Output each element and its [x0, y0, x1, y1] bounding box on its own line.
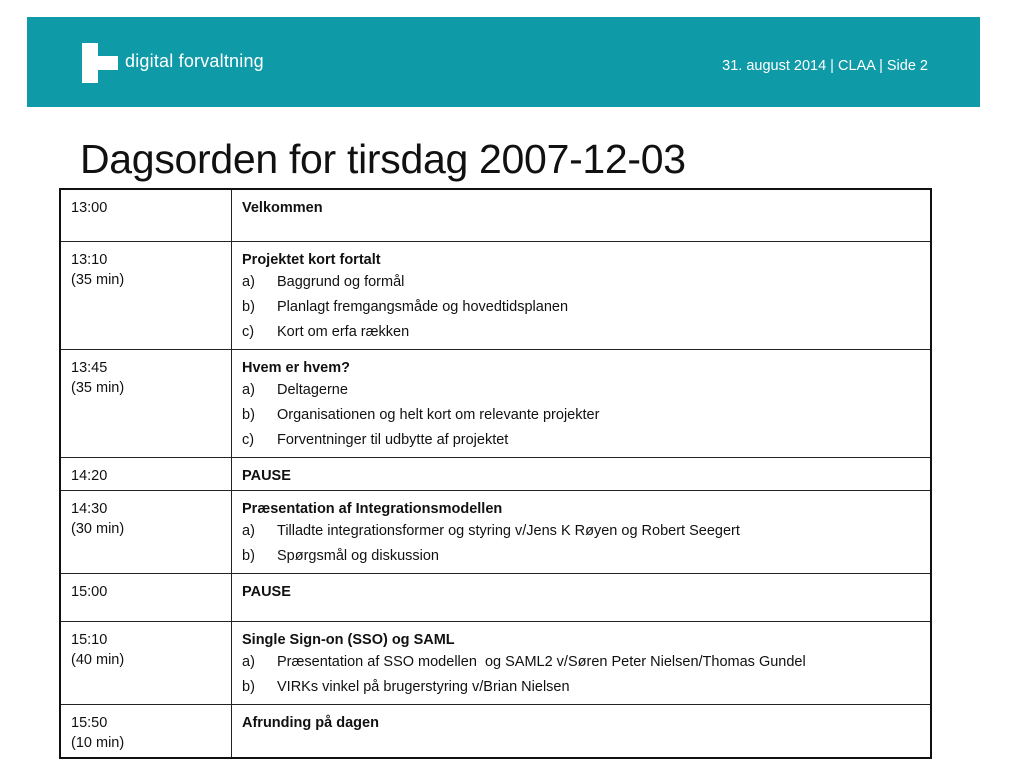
- agenda-subitem-text: VIRKs vinkel på brugerstyring v/Brian Nielsen: [277, 678, 570, 695]
- agenda-heading: PAUSE: [242, 467, 291, 484]
- agenda-heading: Afrunding på dagen: [242, 714, 379, 731]
- agenda-subitem-text: Kort om erfa rækken: [277, 323, 410, 340]
- agenda-heading: PAUSE: [242, 583, 291, 600]
- agenda-subitem: [242, 403, 920, 428]
- agenda-subitem: [242, 428, 920, 453]
- agenda-subitem: [242, 295, 920, 320]
- agenda-time: 15:00: [71, 583, 108, 600]
- agenda-topic-cell: [232, 457, 932, 490]
- page-title: Dagsorden for tirsdag 2007-12-03: [80, 136, 686, 182]
- agenda-heading: Velkommen: [242, 200, 323, 216]
- agenda-row: [60, 457, 931, 490]
- agenda-duration: (30 min): [71, 520, 125, 537]
- agenda-time-cell: [60, 457, 232, 490]
- agenda-subitem-text: Spørgsmål og diskussion: [277, 547, 439, 564]
- agenda-subitem-letter: b): [242, 298, 255, 315]
- agenda-time: 14:30: [71, 500, 108, 517]
- agenda-time-cell: [60, 490, 232, 573]
- agenda-subitem-text: Baggrund og formål: [277, 273, 405, 290]
- agenda-time-cell: [60, 189, 232, 241]
- digital-forvaltning-logo-icon: [82, 43, 118, 83]
- agenda-heading: Single Sign-on (SSO) og SAML: [242, 631, 455, 648]
- agenda-time-cell: [60, 704, 232, 758]
- agenda-heading: Hvem er hvem?: [242, 359, 350, 376]
- agenda-subitem-letter: b): [242, 406, 255, 423]
- agenda-subitem: [242, 320, 920, 345]
- agenda-subitem: [242, 650, 920, 675]
- agenda-subitem: [242, 378, 920, 403]
- agenda-topic-cell: [232, 490, 932, 573]
- agenda-subitem-text: Tilladte integrationsformer og styring v/Jens K Røyen og Robert Seegert: [277, 522, 740, 539]
- agenda-subitem-text: Præsentation af SSO modellen og SAML2 v/Søren Peter Nielsen/Thomas Gundel: [277, 653, 806, 670]
- agenda-row: [60, 490, 931, 573]
- agenda-topic-cell: [232, 704, 932, 758]
- agenda-time: 15:50: [71, 714, 108, 731]
- agenda-subitem: [242, 544, 920, 569]
- agenda-subitem-letter: a): [242, 381, 255, 398]
- header-bar: [27, 17, 980, 107]
- agenda-heading: Projektet kort fortalt: [242, 251, 381, 268]
- brand-name: digital forvaltning: [125, 51, 264, 71]
- agenda-subitem: [242, 519, 920, 544]
- agenda-duration: (10 min): [71, 734, 125, 751]
- agenda-subitem-text: Organisationen og helt kort om relevante projekter: [277, 406, 600, 423]
- agenda-time: 13:45: [71, 359, 108, 376]
- agenda-time-cell: [60, 573, 232, 621]
- agenda-row: [60, 349, 931, 457]
- agenda-row: [60, 189, 931, 241]
- agenda-row: [60, 573, 931, 621]
- agenda-subitem-text: Forventninger til udbytte af projektet: [277, 431, 509, 448]
- agenda-time: 13:00: [71, 200, 108, 216]
- agenda-subitem-letter: b): [242, 547, 255, 564]
- agenda-subitem-letter: a): [242, 653, 255, 670]
- agenda-subitem-text: Planlagt fremgangsmåde og hovedtidsplanen: [277, 298, 569, 315]
- agenda-duration: (35 min): [71, 379, 125, 396]
- agenda-subitem-text: Deltagerne: [277, 381, 348, 398]
- agenda-subitem-letter: a): [242, 522, 255, 539]
- agenda-topic-cell: [232, 241, 932, 349]
- agenda-duration: (35 min): [71, 271, 125, 288]
- agenda-topic-cell: [232, 621, 932, 704]
- agenda-subitem: [242, 675, 920, 700]
- agenda-topic-cell: [232, 573, 932, 621]
- agenda-heading: Præsentation af Integrationsmodellen: [242, 500, 503, 517]
- agenda-topic-cell: [232, 349, 932, 457]
- agenda-table: [59, 188, 932, 759]
- agenda-time-cell: [60, 621, 232, 704]
- agenda-row: [60, 241, 931, 349]
- agenda-time-cell: [60, 349, 232, 457]
- agenda-subitem-letter: a): [242, 273, 255, 290]
- agenda-time: 13:10: [71, 251, 108, 268]
- agenda-row: [60, 621, 931, 704]
- agenda-subitem: [242, 270, 920, 295]
- agenda-row: [60, 704, 931, 758]
- agenda-subitem-letter: c): [242, 323, 255, 340]
- agenda-time: 14:20: [71, 467, 108, 484]
- agenda-subitem-letter: b): [242, 678, 255, 695]
- agenda-time: 15:10: [71, 631, 108, 648]
- agenda-topic-cell: [232, 189, 932, 241]
- agenda-time-cell: [60, 241, 232, 349]
- slide-meta: 31. august 2014 | CLAA | Side 2: [722, 58, 928, 74]
- agenda-subitem-letter: c): [242, 431, 255, 448]
- agenda-duration: (40 min): [71, 651, 125, 668]
